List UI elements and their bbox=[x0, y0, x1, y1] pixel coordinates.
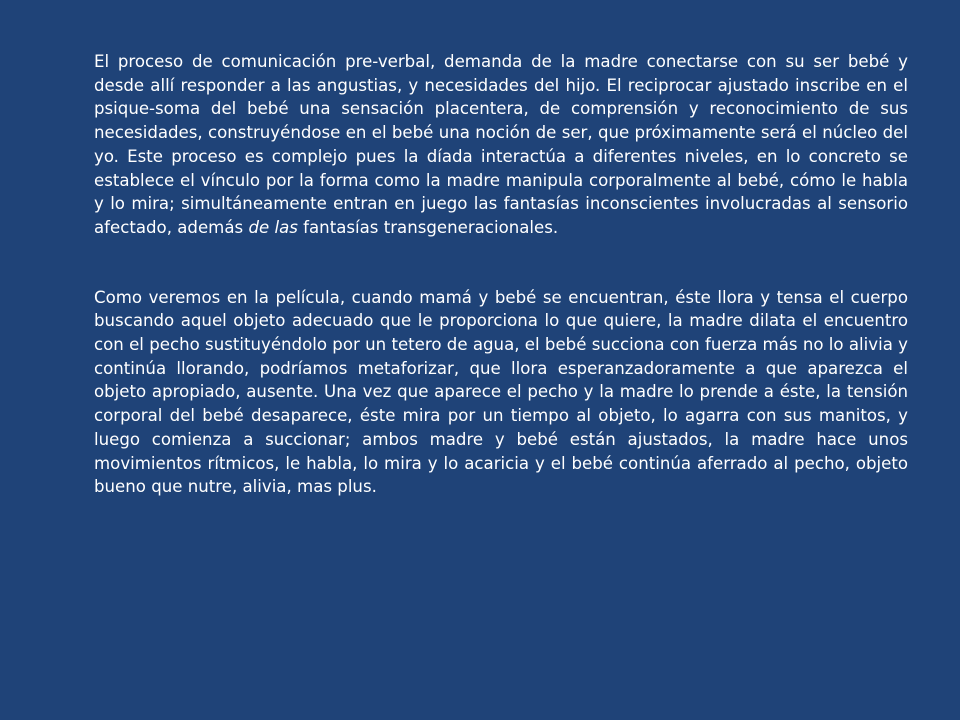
paragraph-1-ending: fantasías transgeneracionales. bbox=[303, 217, 559, 237]
slide-body bbox=[94, 50, 908, 499]
paragraph-preverbal-communication bbox=[94, 50, 908, 240]
paragraph-film-description: Como veremos en la película, cuando mamá y bebé se encuentran, éste llora y tensa el cuerpo buscando aquel objeto adecuado que le proporciona lo que quiere, la madre dilata el encuentro con el pecho sustituyéndolo por un tetero de agua, el bebé succiona con fuerza más no lo alivia y continúa llorando, podríamos metaforizar, que llora esperanzadoramente a que aparezca el objeto apropiado, ausente. Una vez que aparece el pecho y la madre lo prende a éste, la tensión corporal del bebé desaparece, éste mira por un tiempo al objeto, lo agarra con sus manitos, y luego comienza a succionar; ambos madre y bebé están ajustados, la madre hace unos movimientos rítmicos, le habla, lo mira y lo acaricia y el bebé continúa aferrado al pecho, objeto bueno que nutre, alivia, mas plus. bbox=[94, 287, 908, 497]
paragraph-1-emphasis: de las bbox=[248, 217, 298, 237]
paragraph-1-text: El proceso de comunicación pre-verbal, demanda de la madre conectarse con su ser bebé y desde allí responder a las angustias, y necesidades del hijo. El reciprocar ajustado inscribe en el psique-soma del bebé una sensación placentera, de comprensión y reconocimiento de sus necesidades, construyéndose en el bebé una noción de ser, que próximamente será el núcleo del yo. Este proceso es complejo pues la díada interactúa a diferentes niveles, en lo concreto se establece el vínculo por la forma como la madre manipula corporalmente al bebé, cómo le habla y lo mira; simultáneamente entran en juego las fantasías inconscientes involucradas al sensorio afectado, además bbox=[94, 52, 908, 237]
